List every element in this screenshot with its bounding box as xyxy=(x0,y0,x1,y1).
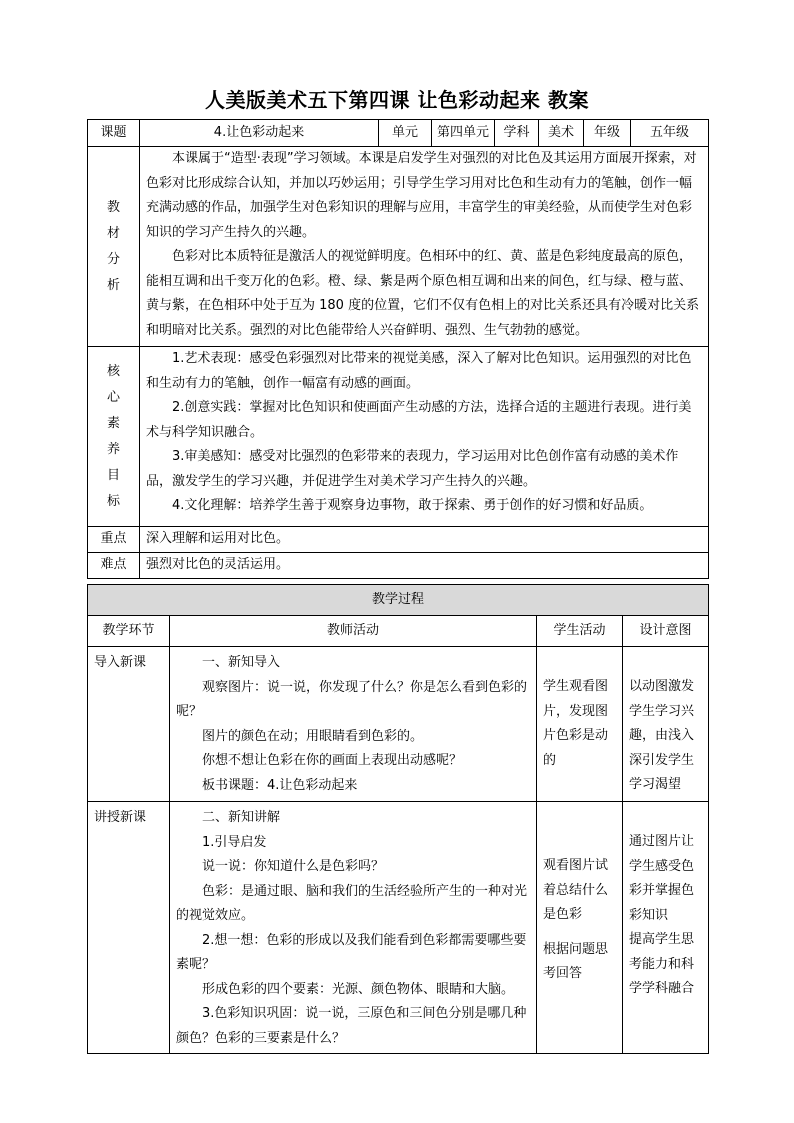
design-intent-cell xyxy=(623,647,709,802)
teacher-line: 形成色彩的四个要素：光源、颜色物体、眼睛和大脑。 xyxy=(202,981,515,997)
process-row-lecture xyxy=(88,802,709,1054)
header-row xyxy=(88,120,709,147)
teacher-line: 你想不想让色彩在你的画面上表现出动感呢？ xyxy=(202,753,463,768)
literacy-paragraph: 1.艺术表现：感受色彩强烈对比带来的视觉美感，深入了解对比色知识。运用强烈的对比色和生动有力的笔触，创作一幅富有动感的画面。 xyxy=(146,351,692,391)
student-line: 根据问题思考回答 xyxy=(543,941,609,981)
teacher-line: 一、新知导入 xyxy=(202,655,281,670)
intent-line: 以动图激发学生学习兴趣，由浅入深引发学生学习渴望 xyxy=(629,679,695,792)
literacy-paragraph: 3.审美感知：感受对比强烈的色彩带来的表现力，学习运用对比色创作富有动感的美术作品，激发学生的学习兴趣，并促进学生对美术学习产生持久的兴趣。 xyxy=(146,449,679,489)
teacher-line: 图片的颜色在动；用眼睛看到色彩的。 xyxy=(202,728,424,744)
lesson-info-table xyxy=(87,119,709,579)
teacher-line: 3.色彩知识巩固：说一说，三原色和三间色分别是哪几种颜色？色彩的三要素是什么？ xyxy=(176,1006,527,1046)
teacher-activity-cell xyxy=(170,647,537,802)
topic-label: 课题 xyxy=(88,120,140,147)
unit-label: 单元 xyxy=(379,120,432,147)
stage-cell: 导入新课 xyxy=(88,647,170,802)
subject-value: 美术 xyxy=(539,120,584,147)
student-line: 学生观看图片，发现图片色彩是动的 xyxy=(543,679,609,768)
intent-line: 提高学生思考能力和科学学科融合 xyxy=(629,932,695,996)
process-heading-row xyxy=(88,585,709,616)
teacher-line: 二、新知讲解 xyxy=(202,810,281,825)
design-intent-cell xyxy=(623,802,709,1054)
teacher-line: 板书课题：4.让色彩动起来 xyxy=(202,777,358,793)
grade-value: 五年级 xyxy=(631,120,709,147)
grade-label: 年级 xyxy=(584,120,631,147)
teacher-line: 2.想一想：色彩的形成以及我们能看到色彩都需要哪些要素呢？ xyxy=(176,932,527,972)
process-columns-row xyxy=(88,616,709,647)
analysis-paragraph: 本课属于“造型·表现”学习领域。本课是启发学生对强烈的对比色及其运用方面展开探索，对色彩对比形成综合认知，并加以巧妙运用；引导学生学习用对比色和生动有力的笔触，创作一幅充满动感的作品，加强学生对色彩知识的理解与应用，丰富学生的审美经验，从而使学生对色彩知识的学习产生持久的兴趣。 xyxy=(146,151,697,240)
teacher-line: 观察图片：说一说，你发现了什么？你是怎么看到色彩的呢？ xyxy=(176,679,528,719)
teacher-line: 色彩：是通过眼、脑和我们的生活经验所产生的一种对光的视觉效应。 xyxy=(176,883,528,923)
literacy-content xyxy=(140,347,709,527)
literacy-row xyxy=(88,347,709,527)
stage-cell: 讲授新课 xyxy=(88,802,170,1054)
difficulty-label: 难点 xyxy=(88,553,140,579)
teaching-process-table xyxy=(87,584,709,1054)
column-student: 学生活动 xyxy=(537,616,623,647)
student-line: 观看图片试着总结什么是色彩 xyxy=(543,858,609,922)
difficulty-value: 强烈对比色的灵活运用。 xyxy=(140,553,709,579)
teacher-activity-cell xyxy=(170,802,537,1054)
analysis-label: 教材 分析 xyxy=(88,147,140,347)
subject-label: 学科 xyxy=(495,120,539,147)
analysis-row xyxy=(88,147,709,347)
difficulty-row xyxy=(88,553,709,579)
process-row-intro xyxy=(88,647,709,802)
process-heading: 教学过程 xyxy=(88,585,709,616)
document-title: 人美版美术五下第四课 让色彩动起来 教案 xyxy=(205,88,589,112)
literacy-label: 核心 素养 目标 xyxy=(88,347,140,527)
analysis-content xyxy=(140,147,709,347)
key-point-row xyxy=(88,527,709,553)
unit-value: 第四单元 xyxy=(432,120,495,147)
key-point-label: 重点 xyxy=(88,527,140,553)
analysis-paragraph: 色彩对比本质特征是激活人的视觉鲜明度。色相环中的红、黄、蓝是色彩纯度最高的原色，能相互调和出千变万化的色彩。橙、绿、紫是两个原色相互调和出来的间色，红与绿、橙与蓝、黄与紫，在色相环中处于互为 180 度的位置，它们不仅有色相上的对比关系还具有冷暖对比关系和明暗对比关系。强烈的对比色能带给人兴奋鲜明、强烈、生气勃勃的感觉。 xyxy=(146,249,700,338)
student-activity-cell xyxy=(537,802,623,1054)
student-activity-cell xyxy=(537,647,623,802)
column-teacher: 教师活动 xyxy=(170,616,537,647)
key-point-value: 深入理解和运用对比色。 xyxy=(140,527,709,553)
teacher-line: 1.引导启发 xyxy=(202,834,267,850)
column-stage: 教学环节 xyxy=(88,616,170,647)
topic-value: 4.让色彩动起来 xyxy=(140,120,379,147)
literacy-paragraph: 4.文化理解：培养学生善于观察身边事物，敢于探索、勇于创作的好习惯和好品质。 xyxy=(172,498,653,513)
teacher-line: 说一说：你知道什么是色彩吗？ xyxy=(202,859,385,874)
intent-line: 通过图片让学生感受色彩并掌握色彩知识 xyxy=(629,834,695,923)
literacy-paragraph: 2.创意实践：掌握对比色知识和使画面产生动感的方法，选择合适的主题进行表现。进行美术与科学知识融合。 xyxy=(146,400,692,440)
column-intent: 设计意图 xyxy=(623,616,709,647)
